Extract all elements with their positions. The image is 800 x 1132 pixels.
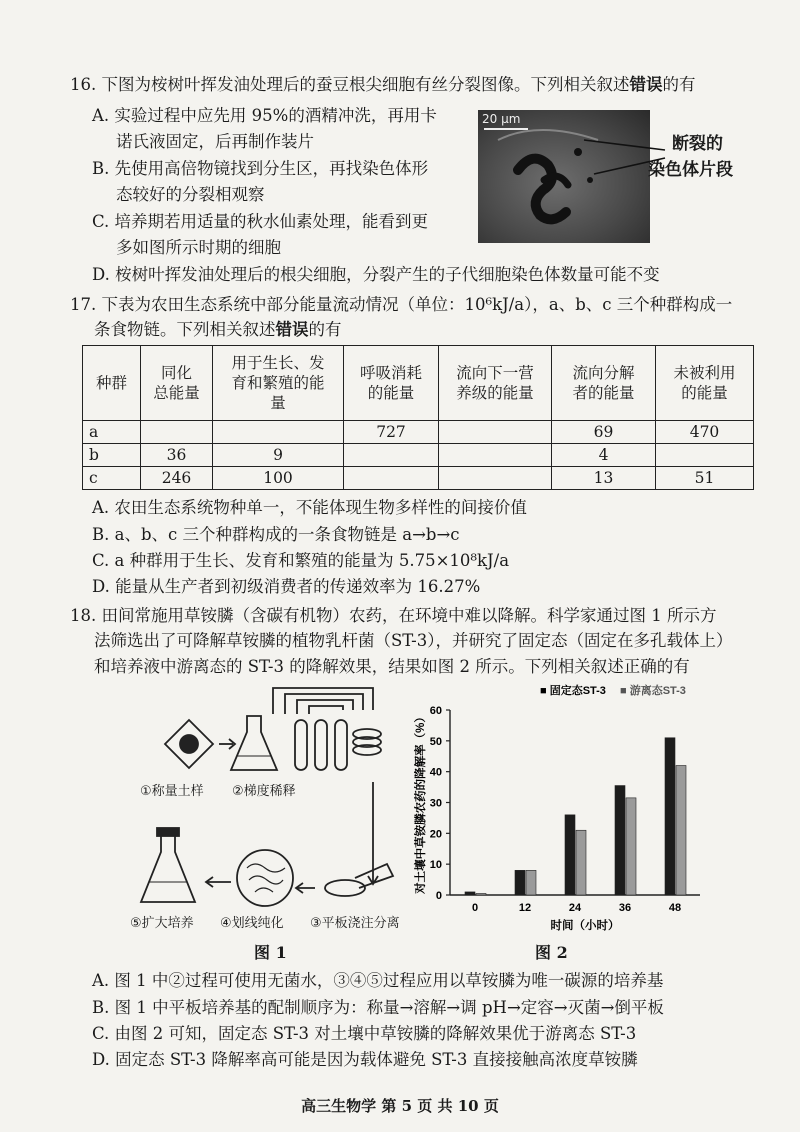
table-cell — [439, 421, 552, 444]
y-tick-label: 50 — [429, 735, 442, 748]
table-header-cell: 流向分解 者的能量 — [552, 346, 656, 421]
table-cell: b — [83, 444, 141, 467]
q17-option-b: B. a、b、c 三个种群构成的一条食物链是 a→b→c — [92, 525, 460, 544]
bar-fixed — [615, 786, 625, 895]
table-cell — [213, 421, 344, 444]
table-cell: a — [83, 421, 141, 444]
x-tick-label: 0 — [471, 902, 479, 914]
y-tick-label: 10 — [429, 859, 442, 872]
table-row — [83, 444, 754, 467]
figure1-diagram — [115, 682, 445, 937]
figure2-bar-chart — [410, 680, 710, 940]
table-cell — [439, 467, 552, 490]
q18-option-b: B. 图 1 中平板培养基的配制顺序为：称量→溶解→调 pH→定容→灭菌→倒平板 — [92, 998, 664, 1017]
figure1-step5-label: ⑤扩大培养 — [130, 916, 194, 931]
q16-option-a-line1: A. 实验过程中应先用 95%的酒精冲洗，再用卡 — [92, 106, 437, 125]
q18-stem-line3: 和培养液中游离态的 ST-3 的降解效果，结果如图 2 所示。下列相关叙述正确的有 — [94, 657, 690, 676]
table-cell: 13 — [552, 467, 656, 490]
arrow-top-1 — [273, 688, 373, 714]
test-tube-icon-2 — [315, 720, 327, 770]
table-cell: 100 — [213, 467, 344, 490]
micrograph-label-line2: 染色体片段 — [648, 160, 733, 180]
table-row — [83, 421, 754, 444]
table-cell — [344, 444, 439, 467]
test-tube-icon-3 — [335, 720, 347, 770]
bar-fixed — [465, 892, 475, 895]
y-tick-label: 20 — [429, 828, 442, 841]
y-tick-label: 40 — [429, 766, 442, 779]
q16-option-c-line2: 多如图所示时期的细胞 — [116, 238, 281, 257]
q16-option-a-line2: 诺氏液固定，后再制作装片 — [116, 132, 314, 151]
table-cell: c — [83, 467, 141, 490]
figure1-caption: 图 1 — [254, 943, 287, 962]
table-cell — [439, 444, 552, 467]
table-cell: 9 — [213, 444, 344, 467]
table-cell: 727 — [344, 421, 439, 444]
table-cell — [141, 421, 213, 444]
bar-fixed — [565, 815, 575, 895]
table-header-cell: 未被利用 的能量 — [656, 346, 754, 421]
y-tick-label: 0 — [435, 890, 442, 902]
table-header-cell: 种群 — [83, 346, 141, 421]
table-row — [83, 467, 754, 490]
q16-option-b-line1: B. 先使用高倍物镜找到分生区，再找染色体形 — [92, 159, 429, 178]
bar-free — [526, 870, 536, 895]
table-cell: 470 — [656, 421, 754, 444]
x-axis-label: 时间（小时） — [550, 920, 620, 932]
q16-stem-emphasis: 错误 — [629, 75, 663, 94]
figure2-caption: 图 2 — [535, 943, 568, 962]
q17-stem-emphasis: 错误 — [275, 320, 309, 339]
q16-option-d: D. 桉树叶挥发油处理后的根尖细胞，分裂产生的子代细胞染色体数量可能不变 — [92, 265, 660, 284]
test-tube-icon-1 — [295, 720, 307, 770]
table-header-row — [83, 346, 754, 421]
table-header-cell: 呼吸消耗 的能量 — [344, 346, 439, 421]
bar-free — [626, 798, 636, 895]
q17-option-c: C. a 种群用于生长、发育和繁殖的能量为 5.75×10⁸kJ/a — [92, 551, 510, 570]
table-cell — [344, 467, 439, 490]
table-cell: 4 — [552, 444, 656, 467]
q17-stem-line1: 17. 下表为农田生态系统中部分能量流动情况（单位：10⁶kJ/a），a、b、c 三个种群构成一 — [70, 295, 733, 314]
flask-icon — [231, 716, 277, 770]
q18-stem-line1: 18. 田间常施用草铵膦（含碳有机物）农药，在环境中难以降解。科学家通过图 1 所示方 — [70, 606, 717, 625]
q18-option-a: A. 图 1 中②过程可使用无菌水，③④⑤过程应用以草铵膦为唯一碳源的培养基 — [92, 971, 664, 990]
table-cell: 51 — [656, 467, 754, 490]
q16-option-c-line1: C. 培养期若用适量的秋水仙素处理，能看到更 — [92, 212, 429, 231]
q17-option-d: D. 能量从生产者到初级消费者的传递效率为 16.27% — [92, 577, 481, 596]
x-tick-label: 36 — [618, 902, 632, 914]
table-cell: 69 — [552, 421, 656, 444]
micrograph-scale-label: 20 μm — [482, 112, 521, 126]
x-tick-label: 12 — [518, 902, 532, 914]
y-tick-label: 30 — [429, 797, 442, 810]
legend-free: ■ 游离态ST-3 — [620, 685, 686, 697]
x-tick-label: 48 — [668, 902, 682, 914]
table-header-cell: 同化 总能量 — [141, 346, 213, 421]
q16-option-b-line2: 态较好的分裂相观察 — [116, 185, 265, 204]
table-cell: 36 — [141, 444, 213, 467]
table-header-cell: 流向下一营 养级的能量 — [439, 346, 552, 421]
q16-stem: 16. 下图为桉树叶挥发油处理后的蚕豆根尖细胞有丝分裂图像。下列相关叙述错误的有 — [70, 75, 696, 94]
q18-option-d: D. 固定态 ST-3 降解率高可能是因为载体避免 ST-3 直接接触高浓度草铵膦 — [92, 1050, 638, 1069]
micrograph-label-line1: 断裂的 — [672, 134, 723, 154]
energy-flow-table — [82, 345, 754, 490]
figure1-step3-label: ③平板浇注分离 — [310, 916, 400, 931]
y-axis-label: 对土壤中草铵膦农药的降解率（%） — [415, 711, 427, 894]
culture-flask-icon — [141, 834, 195, 902]
figure1-step4-label: ④划线纯化 — [220, 916, 284, 931]
bar-fixed — [665, 738, 675, 895]
bar-free — [576, 830, 586, 895]
table-cell: 246 — [141, 467, 213, 490]
table-cell — [656, 444, 754, 467]
q17-stem-line2: 条食物链。下列相关叙述错误的有 — [94, 320, 342, 339]
table-header-cell: 用于生长、发 育和繁殖的能 量 — [213, 346, 344, 421]
figure1-step2-label: ②梯度稀释 — [232, 784, 296, 799]
q18-option-c: C. 由图 2 可知，固定态 ST-3 对土壤中草铵膦的降解效果优于游离态 ST-3 — [92, 1024, 637, 1043]
x-tick-label: 24 — [568, 902, 582, 914]
q17-option-a: A. 农田生态系统物种单一，不能体现生物多样性的间接价值 — [92, 498, 527, 517]
page-footer: 高三生物学 第 5 页 共 10 页 — [301, 1097, 499, 1115]
bar-free — [476, 893, 486, 895]
y-tick-label: 60 — [429, 705, 442, 717]
bar-free — [676, 766, 686, 896]
bar-fixed — [515, 870, 525, 895]
legend-fixed: ■ 固定态ST-3 — [540, 685, 606, 697]
figure1-step1-label: ①称量土样 — [140, 784, 204, 799]
q18-stem-line2: 法筛选出了可降解草铵膦的植物乳杆菌（ST-3），并研究了固定态（固定在多孔载体上） — [94, 631, 733, 650]
